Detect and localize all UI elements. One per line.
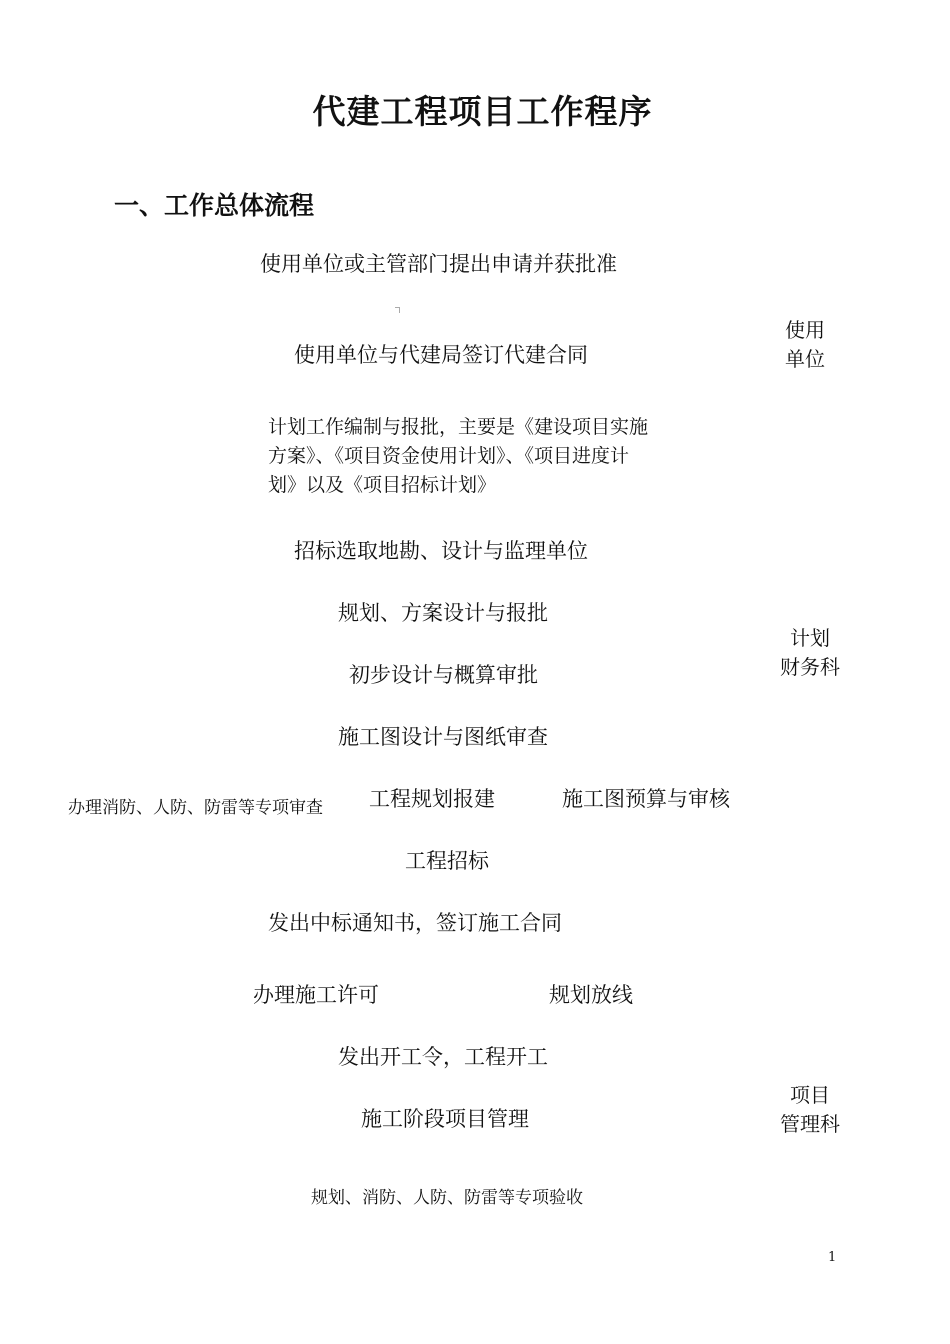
step-preliminary: 初步设计与概算审批 bbox=[349, 663, 538, 687]
step-permit: 办理施工许可 bbox=[253, 983, 379, 1007]
page-number: 1 bbox=[828, 1250, 837, 1265]
step-planning-report: 工程规划报建 bbox=[369, 787, 495, 811]
step-setting-out: 规划放线 bbox=[549, 983, 633, 1007]
step-special-review: 办理消防、人防、防雷等专项审查 bbox=[68, 798, 323, 818]
step-select-units: 招标选取地勘、设计与监理单位 bbox=[294, 539, 588, 563]
dept-user-unit: 使用 单位 bbox=[785, 318, 825, 371]
step-construction-drawing: 施工图设计与图纸审查 bbox=[338, 725, 548, 749]
step-construction-mgmt: 施工阶段项目管理 bbox=[361, 1107, 529, 1131]
step-contract: 使用单位与代建局签订代建合同 bbox=[294, 343, 588, 367]
document-title: 代建工程项目工作程序 bbox=[312, 92, 653, 131]
step-plan: 计划工作编制与报批，主要是《建设项目实施方案》、《项目资金使用计划》、《项目进度计划》以及《项目招标计划》 bbox=[268, 416, 649, 496]
step-apply: 使用单位或主管部门提出申请并获批准 bbox=[260, 252, 617, 276]
step-special-acceptance: 规划、消防、人防、防雷等专项验收 bbox=[311, 1188, 583, 1208]
step-bidding: 工程招标 bbox=[405, 849, 489, 873]
step-award: 发出中标通知书，签订施工合同 bbox=[268, 911, 562, 935]
step-budget-review: 施工图预算与审核 bbox=[562, 787, 730, 811]
step-start-order: 发出开工令，工程开工 bbox=[338, 1045, 548, 1069]
dept-project-mgmt: 项目 管理科 bbox=[780, 1083, 840, 1136]
section-heading: 一、工作总体流程 bbox=[114, 191, 315, 220]
dept-planning-finance: 计划 财务科 bbox=[780, 626, 840, 679]
step-scheme: 规划、方案设计与报批 bbox=[338, 601, 548, 625]
stray-mark bbox=[395, 307, 400, 313]
